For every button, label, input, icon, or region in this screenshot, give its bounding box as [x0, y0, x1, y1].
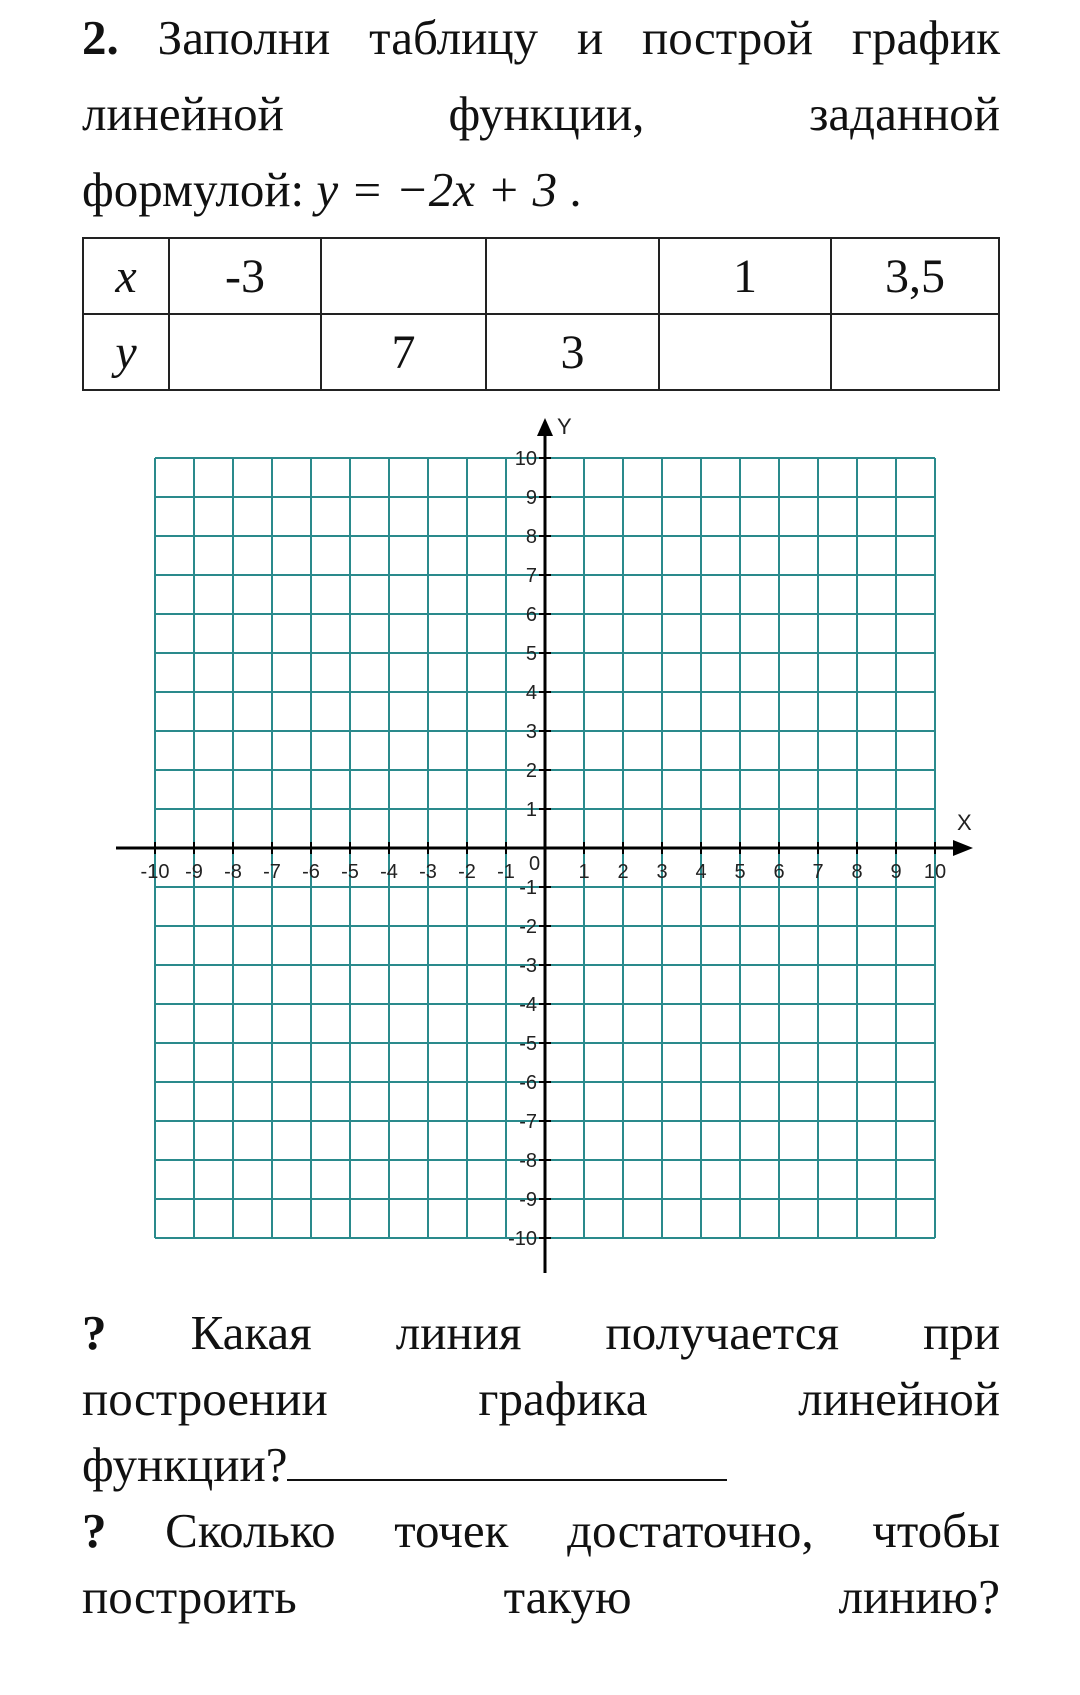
answer-blank[interactable] [287, 1439, 727, 1481]
y-tick-label: -5 [519, 1033, 537, 1055]
question-1-line-1 [82, 1300, 1000, 1366]
question-word: линия [395, 1305, 522, 1360]
y-tick-label: 1 [525, 799, 537, 821]
y-tick-label: 8 [525, 526, 537, 548]
task-line-3-prefix: формулой: [82, 162, 305, 217]
question-word: линию? [838, 1569, 1000, 1624]
x-tick-label: 1 [578, 861, 590, 883]
y-cell[interactable] [169, 314, 321, 390]
x-cell[interactable]: -3 [169, 238, 321, 314]
x-header-cell: x [83, 238, 169, 314]
x-tick-label: -8 [224, 861, 242, 883]
y-tick-label: 2 [525, 760, 537, 782]
x-tick-label: 2 [617, 861, 629, 883]
task-line-3 [82, 152, 1000, 228]
values-table [82, 237, 1000, 391]
question-1-line-2 [82, 1366, 1000, 1432]
y-tick-label: 9 [525, 487, 537, 509]
question-word: построить [82, 1569, 297, 1624]
y-tick-label: -6 [519, 1072, 537, 1094]
question-word: построении [82, 1371, 328, 1426]
question-mark: ? [82, 1305, 107, 1360]
y-tick-label: -1 [519, 877, 537, 899]
x-tick-label: -4 [380, 861, 398, 883]
question-2-line-2 [82, 1564, 1000, 1630]
x-tick-label: -1 [497, 861, 515, 883]
task-word: заданной [809, 86, 1001, 141]
x-cell[interactable] [486, 238, 659, 314]
x-tick-label: 4 [695, 861, 707, 883]
x-tick-label: 7 [812, 861, 824, 883]
y-axis-label: Y [557, 418, 572, 439]
task-statement [82, 0, 1000, 228]
question-word: линейной [798, 1371, 1000, 1426]
table-row-y [83, 314, 999, 390]
y-tick-label: -8 [519, 1150, 537, 1172]
question-word: чтобы [872, 1503, 1001, 1558]
y-cell[interactable] [831, 314, 999, 390]
y-cell[interactable]: 7 [321, 314, 486, 390]
x-cell[interactable]: 1 [659, 238, 831, 314]
y-header-cell: y [83, 314, 169, 390]
y-tick-label: -10 [508, 1228, 537, 1250]
y-tick-label: 5 [525, 643, 537, 665]
question-word: при [923, 1305, 1001, 1360]
x-tick-label: -3 [419, 861, 437, 883]
question-word: точек [394, 1503, 509, 1558]
x-tick-label: 8 [851, 861, 863, 883]
x-tick-label: 10 [923, 861, 947, 883]
y-tick-label: 10 [514, 448, 537, 470]
task-word: функции, [448, 86, 645, 141]
question-word: такую [503, 1569, 632, 1624]
question-2-line-1 [82, 1498, 1000, 1564]
task-word: линейной [82, 86, 284, 141]
x-tick-label: 5 [734, 861, 746, 883]
origin-label: 0 [529, 853, 541, 875]
task-line-2 [82, 76, 1000, 152]
formula: y = −2x + 3 [316, 162, 558, 217]
x-cell[interactable]: 3,5 [831, 238, 999, 314]
task-line-3-suffix: . [569, 162, 582, 217]
question-word: Какая [190, 1305, 312, 1360]
x-tick-label: -9 [185, 861, 203, 883]
x-tick-label: -6 [302, 861, 320, 883]
x-tick-label: 9 [890, 861, 902, 883]
y-cell[interactable]: 3 [486, 314, 659, 390]
y-tick-label: -9 [519, 1189, 537, 1211]
question-mark: ? [82, 1503, 107, 1558]
task-number: 2. [82, 10, 119, 65]
x-tick-label: -10 [140, 861, 170, 883]
x-axis-label: X [957, 810, 972, 835]
y-tick-label: 4 [525, 682, 537, 704]
question-word: получается [605, 1305, 840, 1360]
question-word: Сколько [165, 1503, 336, 1558]
y-tick-label: 7 [525, 565, 537, 587]
coordinate-grid [110, 418, 990, 1293]
x-tick-label: -5 [341, 861, 359, 883]
y-tick-label: -4 [519, 994, 537, 1016]
y-cell[interactable] [659, 314, 831, 390]
x-tick-label: -2 [458, 861, 476, 883]
x-cell[interactable] [321, 238, 486, 314]
question-word: достаточно, [567, 1503, 814, 1558]
task-line-1 [82, 0, 1000, 76]
y-tick-label: 3 [525, 721, 537, 743]
questions-block [82, 1300, 1000, 1630]
x-tick-label: 3 [656, 861, 668, 883]
y-tick-label: 6 [525, 604, 537, 626]
question-1-line-3 [82, 1432, 1000, 1498]
y-tick-label: -7 [519, 1111, 537, 1133]
y-axis-arrow [537, 418, 553, 436]
task-line-1-text: Заполни таблицу и построй график [157, 10, 1001, 65]
x-tick-label: -7 [263, 861, 281, 883]
coordinate-plane-svg [110, 418, 990, 1288]
y-tick-label: -3 [519, 955, 537, 977]
table-row-x [83, 238, 999, 314]
question-1-line-3-text: функции? [82, 1437, 288, 1492]
y-tick-label: -2 [519, 916, 537, 938]
x-tick-label: 6 [773, 861, 785, 883]
question-word: графика [478, 1371, 648, 1426]
x-axis-arrow [953, 840, 973, 856]
